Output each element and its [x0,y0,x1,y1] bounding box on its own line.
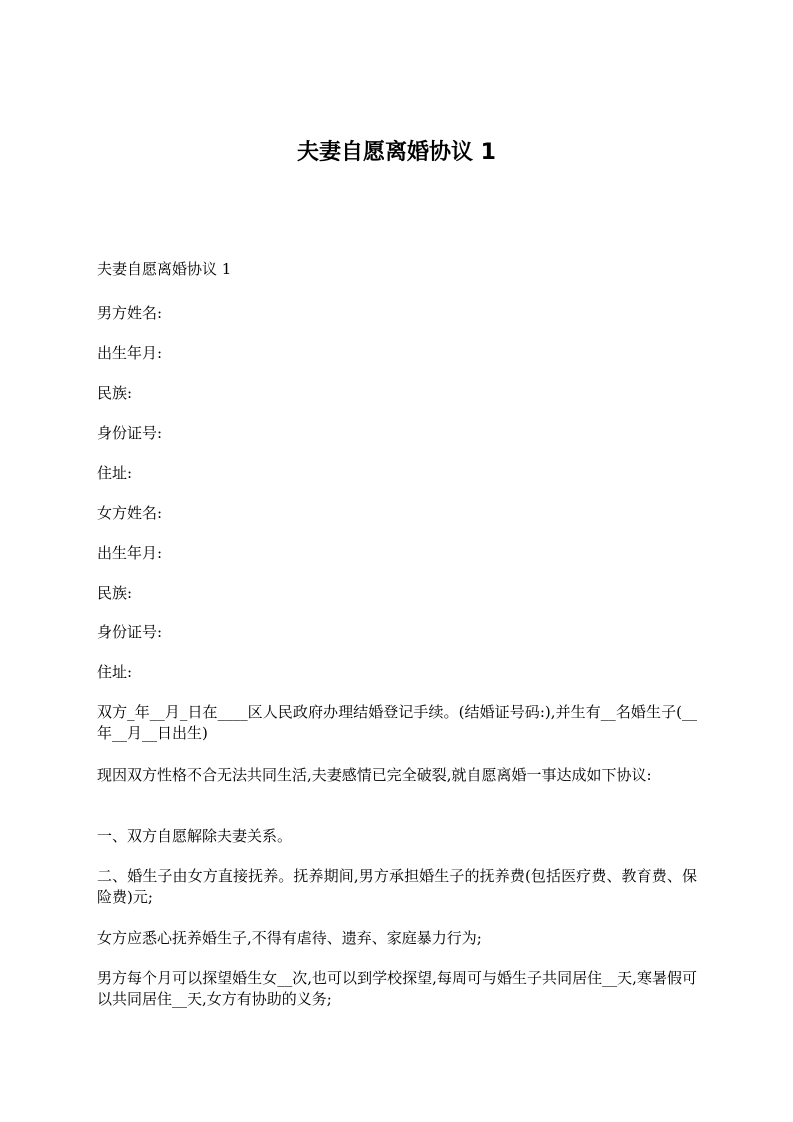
document-title: 夫妻自愿离婚协议 1 [297,140,496,165]
female-birth-label: 出生年月: [97,544,163,562]
male-address-label: 住址: [97,464,133,482]
female-name-label: 女方姓名: [97,504,163,522]
male-name-label: 男方姓名: [97,304,163,322]
care-paragraph: 女方应悉心抚养婚生子,不得有虐待、遗弃、家庭暴力行为; [97,929,482,947]
document-subtitle: 夫妻自愿离婚协议 1 [97,260,232,278]
male-id-label: 身份证号: [97,424,163,442]
clause-1: 一、双方自愿解除夫妻关系。 [97,827,293,845]
female-id-label: 身份证号: [97,623,163,641]
clause-2: 二、婚生子由女方直接抚养。抚养期间,男方承担婚生子的抚养费(包括医疗费、教育费、保险费)元; [97,867,697,906]
marriage-paragraph: 双方_年__月_日在____区人民政府办理结婚登记手续。(结婚证号码:),并生有__名婚生子(__年__月__日出生) [97,703,697,742]
visit-paragraph: 男方每个月可以探望婚生女__次,也可以到学校探望,每周可与婚生子共同居住__天,寒暑假可以共同居住__天,女方有协助的义务; [97,969,697,1008]
female-ethnicity-label: 民族: [97,584,133,602]
reason-paragraph: 现因双方性格不合无法共同生活,夫妻感情已完全破裂,就自愿离婚一事达成如下协议: [97,766,652,784]
female-address-label: 住址: [97,663,133,681]
male-birth-label: 出生年月: [97,344,163,362]
male-ethnicity-label: 民族: [97,384,133,402]
